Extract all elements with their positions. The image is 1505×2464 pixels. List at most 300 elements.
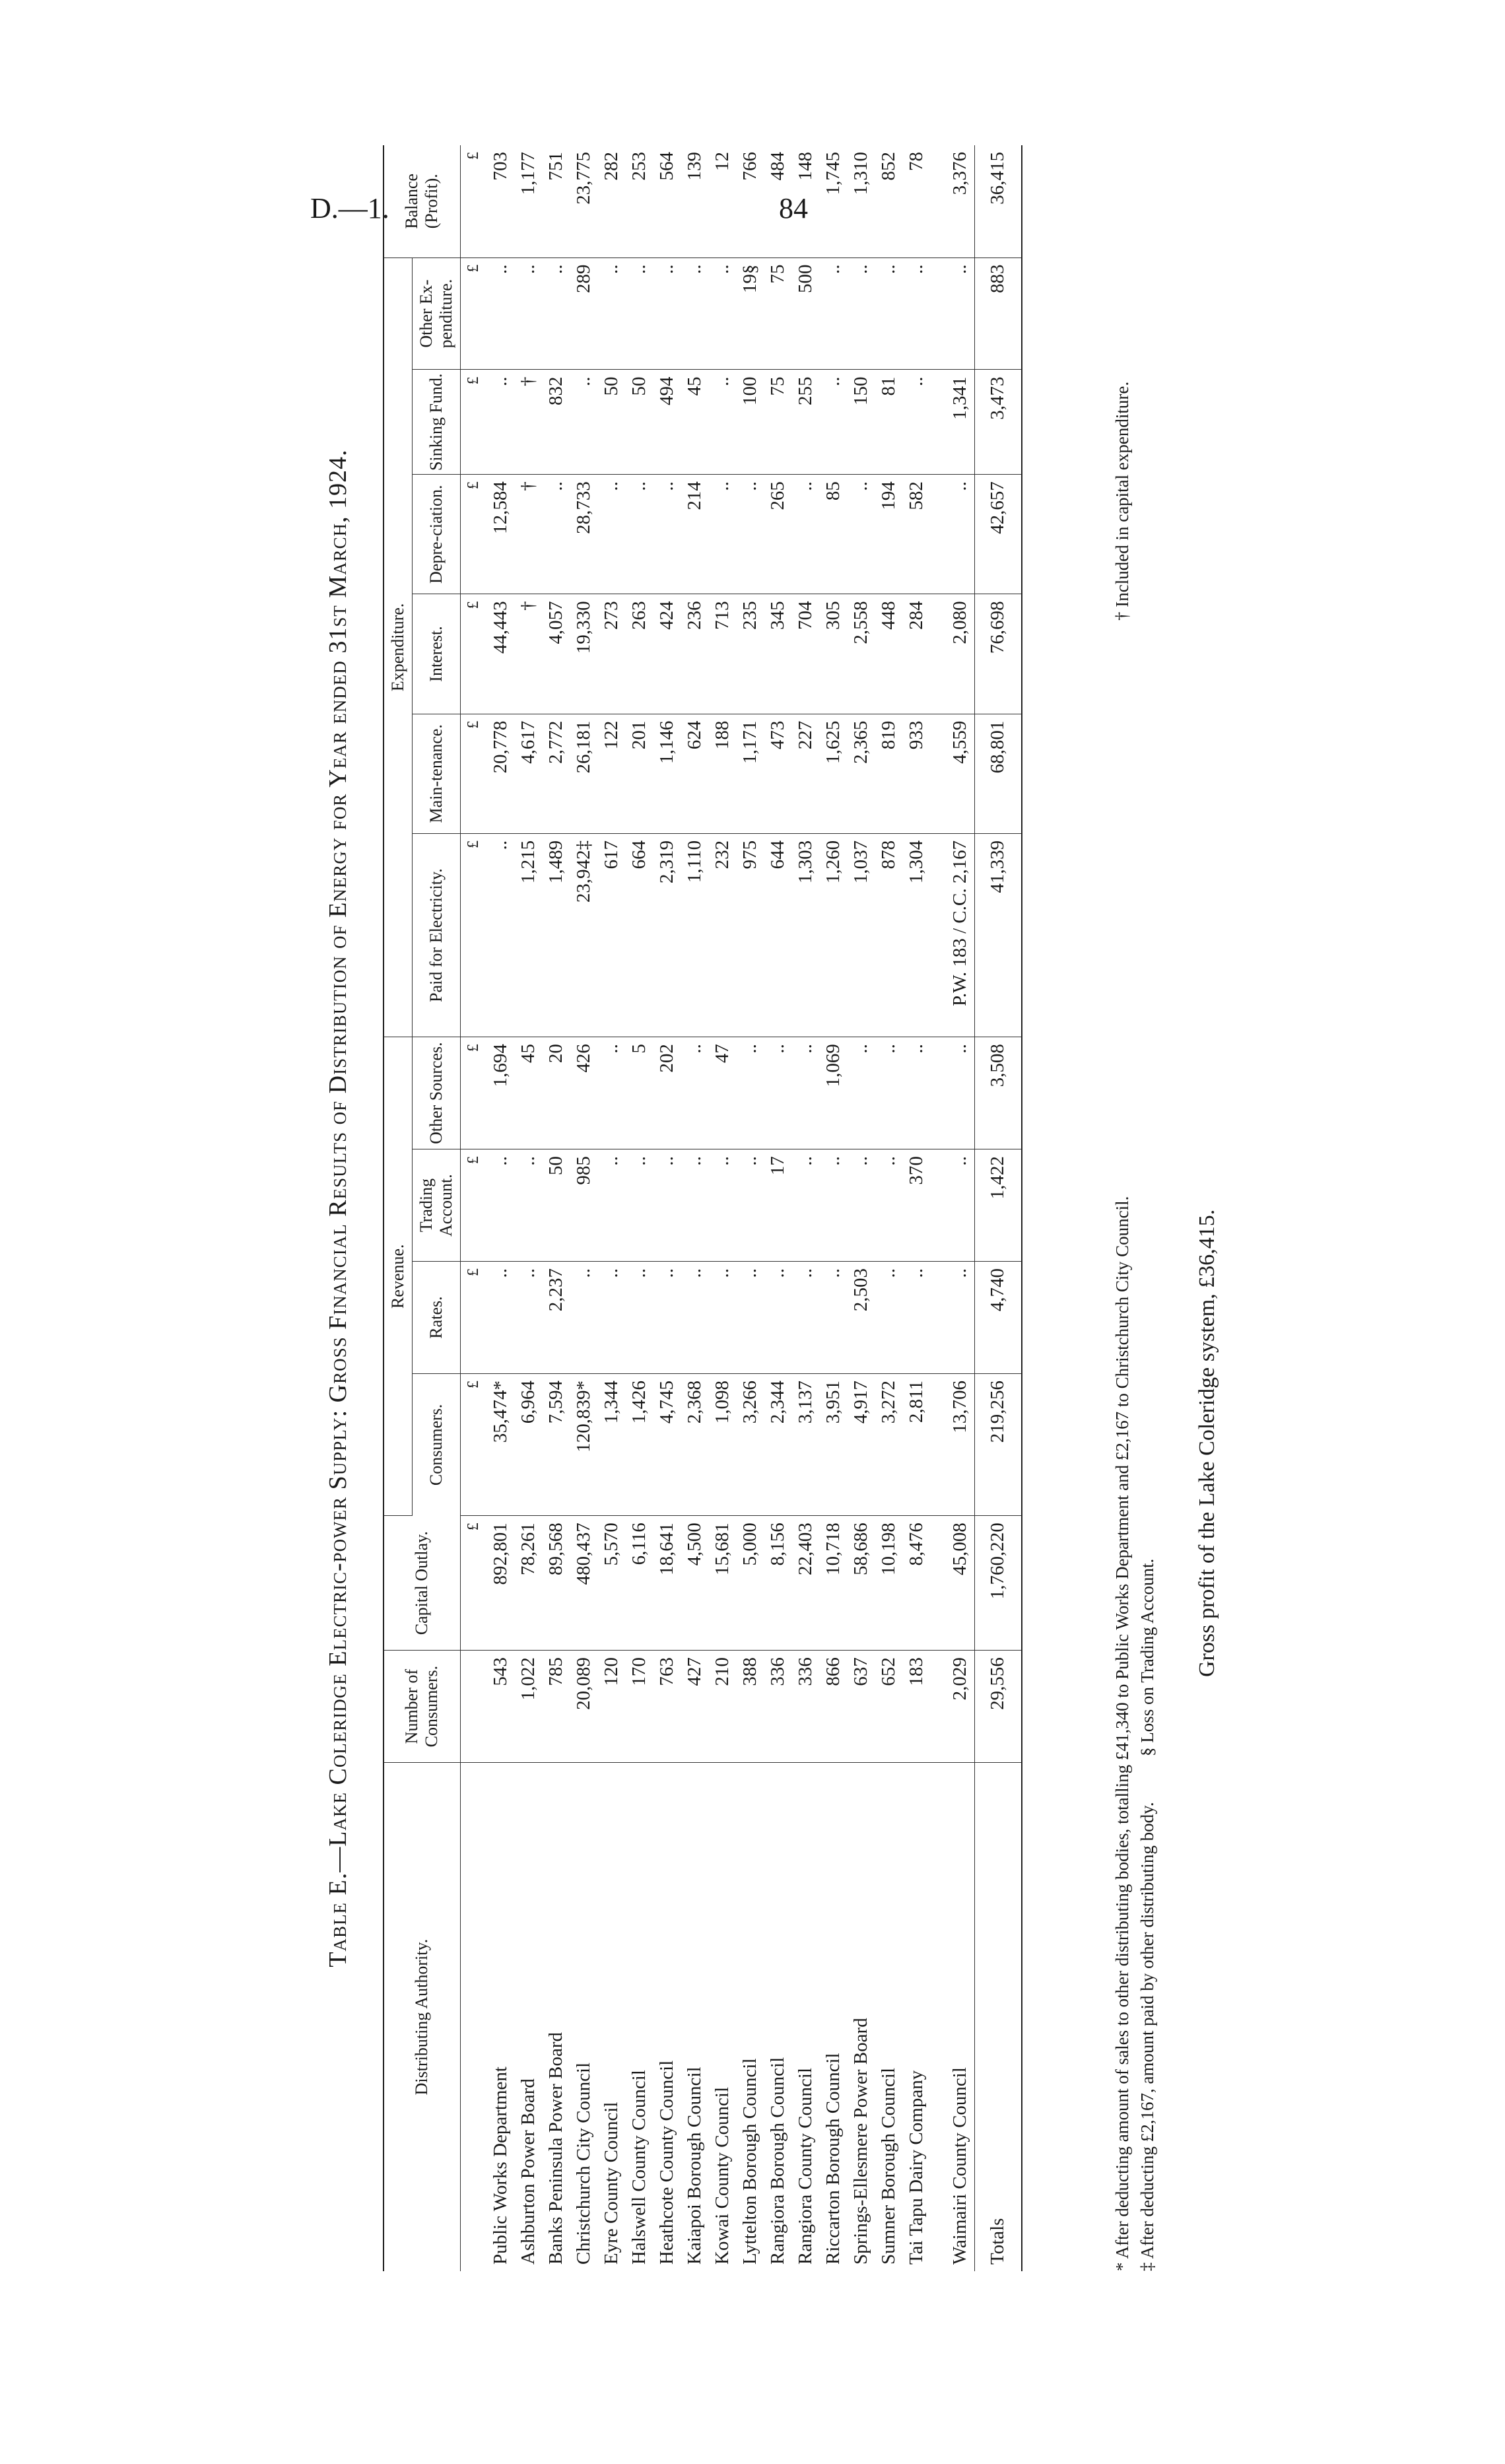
table-row-cell: 120,839* [570, 1373, 598, 1515]
spacer-cell [931, 714, 947, 833]
table-row-cell: 763 [653, 1651, 681, 1763]
table-row-cell: 6,964 [515, 1373, 543, 1515]
table-row-cell: 255 [792, 370, 820, 475]
header-expenditure: Expenditure. [384, 257, 412, 1037]
table-row-cell: 1,489 [543, 833, 570, 1037]
table-row-cell: 617 [598, 833, 626, 1037]
table-row [903, 145, 931, 2271]
table-row [737, 145, 764, 2271]
table-row [653, 145, 681, 2271]
spacer-cell [931, 1763, 947, 2271]
spacer-cell [931, 370, 947, 475]
table-row-cell: Lyttelton Borough Council [739, 2058, 761, 2265]
spacer-cell [931, 257, 947, 370]
table-row-cell: 370 [903, 1149, 931, 1262]
totals-row-cell: 4,740 [974, 1262, 1022, 1374]
table-row-cell: 227 [792, 714, 820, 833]
table-row-cell: 12,584 [487, 475, 515, 594]
totals-row-cell: 3,508 [974, 1037, 1022, 1149]
table-row-cell: 100 [737, 370, 764, 475]
table-row-cell: 624 [681, 714, 709, 833]
table-row-cell: 45 [681, 370, 709, 475]
table-row-cell: Ashburton Power Board [518, 2078, 539, 2265]
spacer-cell [931, 1037, 947, 1149]
table-row-cell: .. [709, 370, 737, 475]
table-row-cell: 3,376 [947, 145, 975, 257]
table-row-cell: 265 [764, 475, 792, 594]
table-row-cell: .. [626, 257, 653, 370]
table-row-cell: 1,069 [820, 1037, 848, 1149]
table-row-cell: 652 [875, 1651, 903, 1763]
table-row-cell: .. [543, 475, 570, 594]
table-row-cell: † [515, 475, 543, 594]
table-row [764, 145, 792, 2271]
table-row-cell: 6,116 [626, 1516, 653, 1651]
table-row-cell: .. [681, 1037, 709, 1149]
units-row-cell: £ [460, 1373, 487, 1515]
table-row-cell: 235 [737, 594, 764, 714]
table-row [598, 145, 626, 2271]
table-row-cell: 2,237 [543, 1262, 570, 1374]
spacer-cell [931, 145, 947, 257]
table-row-cell: .. [903, 257, 931, 370]
table-row-cell: .. [903, 370, 931, 475]
table-row-cell: 564 [653, 145, 681, 257]
table-row-cell: 18,641 [653, 1516, 681, 1651]
table-row-cell: .. [848, 1037, 875, 1149]
table-row-cell: 1,146 [653, 714, 681, 833]
table-row-cell: Rangiora Borough Council [767, 2057, 789, 2265]
footnote-ddagger: ‡ After deducting £2,167, amount paid by other distributing body. [1137, 1802, 1157, 2271]
header-balance: Balance (Profit). [384, 145, 460, 257]
table-row-cell: 19,330 [570, 594, 598, 714]
totals-row [974, 145, 1022, 2271]
table-row-cell: 3,137 [792, 1373, 820, 1515]
spacer-cell [931, 833, 947, 1037]
table-row-cell: Rangiora County Council [795, 2067, 817, 2265]
header-exp-depreciation: Depre-ciation. [412, 475, 460, 594]
table-row-cell: 44,443 [487, 594, 515, 714]
table-row-cell: 122 [598, 714, 626, 833]
table-row-cell: 1,037 [848, 833, 875, 1037]
spacer-cell [931, 1516, 947, 1651]
table-row-cell: .. [903, 1262, 931, 1374]
table-row-cell: 985 [570, 1149, 598, 1262]
table-row-cell: .. [792, 1262, 820, 1374]
table-row-cell: .. [792, 475, 820, 594]
table-row-cell: 480,437 [570, 1516, 598, 1651]
table-row-cell: 4,745 [653, 1373, 681, 1515]
table-row-cell: .. [709, 1262, 737, 1374]
table-row-cell: 58,686 [848, 1516, 875, 1651]
table-row-cell: .. [764, 1262, 792, 1374]
table-row-cell: 120 [598, 1651, 626, 1763]
table-row-cell: 284 [903, 594, 931, 714]
table-row-cell: 2,772 [543, 714, 570, 833]
spacer-row [931, 145, 947, 2271]
spacer-cell [931, 1262, 947, 1374]
table-row-cell: 3,266 [737, 1373, 764, 1515]
table-row-cell: Waimairi County Council [949, 2067, 971, 2265]
table-row-cell: .. [487, 370, 515, 475]
table-row-cell: Public Works Department [490, 2067, 512, 2265]
table-row-cell: 1,304 [903, 833, 931, 1037]
table-row-cell: 1,022 [515, 1651, 543, 1763]
table-row-cell: 5,000 [737, 1516, 764, 1651]
table-row-cell: .. [653, 1262, 681, 1374]
table-title [323, 145, 352, 2271]
table-row-cell: .. [515, 1262, 543, 1374]
table-row-cell: .. [487, 257, 515, 370]
table-row-cell: .. [515, 257, 543, 370]
table-row-cell: .. [598, 1262, 626, 1374]
table-row-cell: .. [709, 475, 737, 594]
totals-row-cell: 1,760,220 [974, 1516, 1022, 1651]
table-row-cell: .. [820, 257, 848, 370]
units-row-cell: £ [460, 1516, 487, 1651]
header-rev-other: Other Sources. [412, 1037, 460, 1149]
header-rev-consumers: Consumers. [412, 1373, 460, 1515]
table-row-cell: 644 [764, 833, 792, 1037]
table-row [543, 145, 570, 2271]
table-row-cell: 703 [487, 145, 515, 257]
totals-row-cell: 68,801 [974, 714, 1022, 833]
table-row-cell: † [515, 594, 543, 714]
table-row-cell: 448 [875, 594, 903, 714]
table-row-cell: 336 [792, 1651, 820, 1763]
table-row-cell: .. [848, 475, 875, 594]
table-row-cell: .. [903, 1037, 931, 1149]
table-row-cell: 1,215 [515, 833, 543, 1037]
table-row-cell: 4,057 [543, 594, 570, 714]
table-row-cell: .. [737, 1149, 764, 1262]
table-row-cell: .. [570, 1262, 598, 1374]
table-row-cell: 785 [543, 1651, 570, 1763]
table-row [792, 145, 820, 2271]
table-row-cell: .. [515, 1149, 543, 1262]
table-title-text: Lake Coleridge Electric-power Supply: Gross Financial Results of Distribution of Energy for Year ended 31st March, 1924. [324, 449, 352, 1847]
financial-results-table [383, 145, 1022, 2271]
table-row-cell: .. [681, 1262, 709, 1374]
table-row-cell: .. [820, 1149, 848, 1262]
table-row-cell: 1,110 [681, 833, 709, 1037]
table-row-cell: .. [709, 257, 737, 370]
table-row-cell: 148 [792, 145, 820, 257]
table-row [848, 145, 875, 2271]
table-row-cell: 20,089 [570, 1651, 598, 1763]
table-row-cell: .. [820, 1262, 848, 1374]
table-row-cell: 3,951 [820, 1373, 848, 1515]
spacer-cell [931, 475, 947, 594]
table-row-cell: Tai Tapu Dairy Company [906, 2070, 927, 2265]
table-row-cell: Christchurch City Council [573, 2062, 595, 2265]
table-row-cell: 2,558 [848, 594, 875, 714]
totals-row-cell: 41,339 [974, 833, 1022, 1037]
table-row-cell: 751 [543, 145, 570, 257]
table-row-cell: 426 [570, 1037, 598, 1149]
header-exp-electricity: Paid for Electricity. [412, 833, 460, 1037]
gross-profit-note: Gross profit of the Lake Coleridge system, £36,415. [1195, 1209, 1219, 1677]
table-row-cell: Kaiapoi Borough Council [684, 2067, 706, 2265]
header-consumers-count: Number of Consumers. [384, 1651, 460, 1763]
table-row-cell: 832 [543, 370, 570, 475]
table-row-cell: .. [792, 1037, 820, 1149]
table-row-cell: Banks Peninsula Power Board [545, 2032, 567, 2265]
table-row-cell: 500 [792, 257, 820, 370]
table-row-cell: 8,476 [903, 1516, 931, 1651]
table-row-cell: 50 [543, 1149, 570, 1262]
table-row [820, 145, 848, 2271]
table-row-cell: 20,778 [487, 714, 515, 833]
table-row-cell: .. [875, 1037, 903, 1149]
table-row [947, 145, 975, 2271]
table-row-cell: 50 [598, 370, 626, 475]
table-row-cell: 866 [820, 1651, 848, 1763]
units-row-cell: £ [460, 475, 487, 594]
table-row-cell: .. [820, 370, 848, 475]
table-row-cell: 19§ [737, 257, 764, 370]
totals-row-cell: 36,415 [974, 145, 1022, 257]
units-row [460, 145, 487, 2271]
table-row-cell: 85 [820, 475, 848, 594]
units-row-cell [460, 1651, 487, 1763]
table-row [515, 145, 543, 2271]
table-row-cell: 1,177 [515, 145, 543, 257]
table-row-cell: 1,344 [598, 1373, 626, 1515]
table-row-cell: 7,594 [543, 1373, 570, 1515]
table-row-cell: Kowai County Council [712, 2086, 733, 2265]
table-row-cell: .. [737, 1262, 764, 1374]
table-row-cell: .. [598, 257, 626, 370]
table-row-cell: .. [681, 257, 709, 370]
table-row-cell: 139 [681, 145, 709, 257]
table-row-cell: 253 [626, 145, 653, 257]
header-exp-interest: Interest. [412, 594, 460, 714]
table-row-cell: 2,811 [903, 1373, 931, 1515]
table-row-cell: .. [947, 1037, 975, 1149]
table-row-cell: 183 [903, 1651, 931, 1763]
table-row-cell: 704 [792, 594, 820, 714]
table-row-cell: 4,617 [515, 714, 543, 833]
units-row-cell [460, 1763, 487, 2271]
totals-row-cell: Totals [974, 1763, 1022, 2271]
table-row-cell: Eyre County Council [601, 2102, 622, 2265]
table-row-cell: 664 [626, 833, 653, 1037]
table-row-cell: 1,745 [820, 145, 848, 257]
totals-row-cell: 883 [974, 257, 1022, 370]
table-row-cell: 45 [515, 1037, 543, 1149]
table-row-cell: 81 [875, 370, 903, 475]
units-row-cell: £ [460, 833, 487, 1037]
table-row-cell: 3,272 [875, 1373, 903, 1515]
table-row-cell: .. [626, 1149, 653, 1262]
table-row-cell: .. [598, 1149, 626, 1262]
header-authority: Distributing Authority. [384, 1763, 460, 2271]
table-row-cell: 1,171 [737, 714, 764, 833]
header-exp-sinking: Sinking Fund. [412, 370, 460, 475]
table-row [709, 145, 737, 2271]
table-row-cell: 75 [764, 257, 792, 370]
table-row-cell: 1,341 [947, 370, 975, 475]
table-row-cell: 22,403 [792, 1516, 820, 1651]
rotated-table-block [323, 145, 1261, 2271]
table-row-cell: 26,181 [570, 714, 598, 833]
table-row-cell: 214 [681, 475, 709, 594]
table-row-cell: 17 [764, 1149, 792, 1262]
footnote-dagger: † Included in capital expenditure. [1112, 381, 1132, 621]
table-row-cell: 975 [737, 833, 764, 1037]
table-row [570, 145, 598, 2271]
table-row-cell: 2,080 [947, 594, 975, 714]
table-row-cell: .. [653, 1149, 681, 1262]
units-row-cell: £ [460, 145, 487, 257]
table-body [460, 145, 1022, 2271]
table-row-cell: .. [487, 833, 515, 1037]
page-number: 84 [779, 192, 808, 224]
table-row-cell: 89,568 [543, 1516, 570, 1651]
table-row-cell: 289 [570, 257, 598, 370]
table-row-cell: 4,559 [947, 714, 975, 833]
table-row-cell: .. [626, 475, 653, 594]
table-row-cell: .. [709, 1149, 737, 1262]
table-row-cell: 2,029 [947, 1651, 975, 1763]
table-row-cell: 4,500 [681, 1516, 709, 1651]
table-row-cell: 78 [903, 145, 931, 257]
table-row-cell: 1,694 [487, 1037, 515, 1149]
table-row-cell: 637 [848, 1651, 875, 1763]
table-row-cell: .. [947, 1149, 975, 1262]
header-rev-trading: Trading Account. [412, 1149, 460, 1262]
units-row-cell: £ [460, 594, 487, 714]
table-row-cell: 484 [764, 145, 792, 257]
table-row-cell: 427 [681, 1651, 709, 1763]
table-row-cell: 232 [709, 833, 737, 1037]
table-row-cell: .. [737, 1037, 764, 1149]
table-row-cell: .. [598, 1037, 626, 1149]
table-row-cell: .. [875, 1149, 903, 1262]
table-row-cell: 424 [653, 594, 681, 714]
table-row [487, 145, 515, 2271]
table-row-cell: .. [848, 1149, 875, 1262]
table-row-cell: .. [598, 475, 626, 594]
totals-row-cell: 219,256 [974, 1373, 1022, 1515]
table-row-cell: 75 [764, 370, 792, 475]
table-row-cell: 5 [626, 1037, 653, 1149]
header-rev-rates: Rates. [412, 1262, 460, 1374]
spacer-cell [931, 1651, 947, 1763]
table-row-cell: 282 [598, 145, 626, 257]
table-row-cell: 1,260 [820, 833, 848, 1037]
table-row-cell: 202 [653, 1037, 681, 1149]
table-row-cell: 4,917 [848, 1373, 875, 1515]
table-row-cell: .. [653, 257, 681, 370]
table-row-cell: .. [792, 1149, 820, 1262]
table-row-cell: 473 [764, 714, 792, 833]
spacer-cell [931, 1373, 947, 1515]
table-row-cell: Sumner Borough Council [878, 2067, 900, 2265]
page-reference: D.—1. [310, 192, 389, 224]
table-row-cell: 35,474* [487, 1373, 515, 1515]
table-row-cell: 5,570 [598, 1516, 626, 1651]
table-row-cell: 713 [709, 594, 737, 714]
table-row-cell: .. [737, 475, 764, 594]
table-row [875, 145, 903, 2271]
table-row-cell: 23,775 [570, 145, 598, 257]
table-row-cell: .. [543, 257, 570, 370]
table-row-cell: 852 [875, 145, 903, 257]
totals-row-cell: 3,473 [974, 370, 1022, 475]
table-row-cell: Riccarton Borough Council [822, 2053, 844, 2265]
table-row-cell: 819 [875, 714, 903, 833]
units-row-cell: £ [460, 714, 487, 833]
totals-row-cell: 29,556 [974, 1651, 1022, 1763]
table-row-cell: 170 [626, 1651, 653, 1763]
table-row-cell: 50 [626, 370, 653, 475]
footnote-star: * After deducting amount of sales to other distributing bodies, totalling £41,340 to Public Works Department and £2,167 to Christchurch City Council. [1112, 1196, 1132, 2271]
table-row-cell: 28,733 [570, 475, 598, 594]
table-row-cell: 273 [598, 594, 626, 714]
table-row-cell: 1,426 [626, 1373, 653, 1515]
spacer-cell [931, 594, 947, 714]
totals-row-cell: 76,698 [974, 594, 1022, 714]
table-row-cell: 1,303 [792, 833, 820, 1037]
table-row-cell: .. [875, 257, 903, 370]
table-row-cell: 336 [764, 1651, 792, 1763]
table-row-cell: 933 [903, 714, 931, 833]
table-row-cell: Heathcote County Council [656, 2060, 678, 2265]
table-row-cell: .. [626, 1262, 653, 1374]
table-row-cell: 494 [653, 370, 681, 475]
totals-row-cell: 42,657 [974, 475, 1022, 594]
table-title-prefix: Table E.— [324, 1846, 352, 1968]
table-row-cell: 201 [626, 714, 653, 833]
table-row-cell: 543 [487, 1651, 515, 1763]
table-row-cell: 45,008 [947, 1516, 975, 1651]
table-row-cell: Springs-Ellesmere Power Board [850, 2018, 872, 2265]
units-row-cell: £ [460, 1037, 487, 1149]
table-row [626, 145, 653, 2271]
table-row-cell: .. [947, 1262, 975, 1374]
table-row-cell: 13,706 [947, 1373, 975, 1515]
table-row [681, 145, 709, 2271]
table-row-cell: Halswell County Council [628, 2070, 650, 2265]
table-row-cell: 1,098 [709, 1373, 737, 1515]
table-row-cell: 766 [737, 145, 764, 257]
table-row-cell: 210 [709, 1651, 737, 1763]
table-row-cell: 388 [737, 1651, 764, 1763]
table-row-cell: 582 [903, 475, 931, 594]
table-row-cell: 2,344 [764, 1373, 792, 1515]
table-row-cell: 345 [764, 594, 792, 714]
table-row-cell: 188 [709, 714, 737, 833]
footnote-section: § Loss on Trading Account. [1137, 1558, 1157, 1756]
units-row-cell: £ [460, 370, 487, 475]
table-row-cell: 1,310 [848, 145, 875, 257]
table-row-cell: 263 [626, 594, 653, 714]
header-capital: Capital Outlay. [384, 1516, 460, 1651]
table-row-cell: .. [653, 475, 681, 594]
table-row-cell: .. [947, 257, 975, 370]
totals-row-cell: 1,422 [974, 1149, 1022, 1262]
table-row-cell: 236 [681, 594, 709, 714]
table-row-cell: 10,718 [820, 1516, 848, 1651]
units-row-cell: £ [460, 257, 487, 370]
units-row-cell: £ [460, 1149, 487, 1262]
units-row-cell: £ [460, 1262, 487, 1374]
table-row-cell: P.W. 183 / C.C. 2,167 [947, 833, 975, 1037]
table-row-cell: 47 [709, 1037, 737, 1149]
table-row-cell: 78,261 [515, 1516, 543, 1651]
